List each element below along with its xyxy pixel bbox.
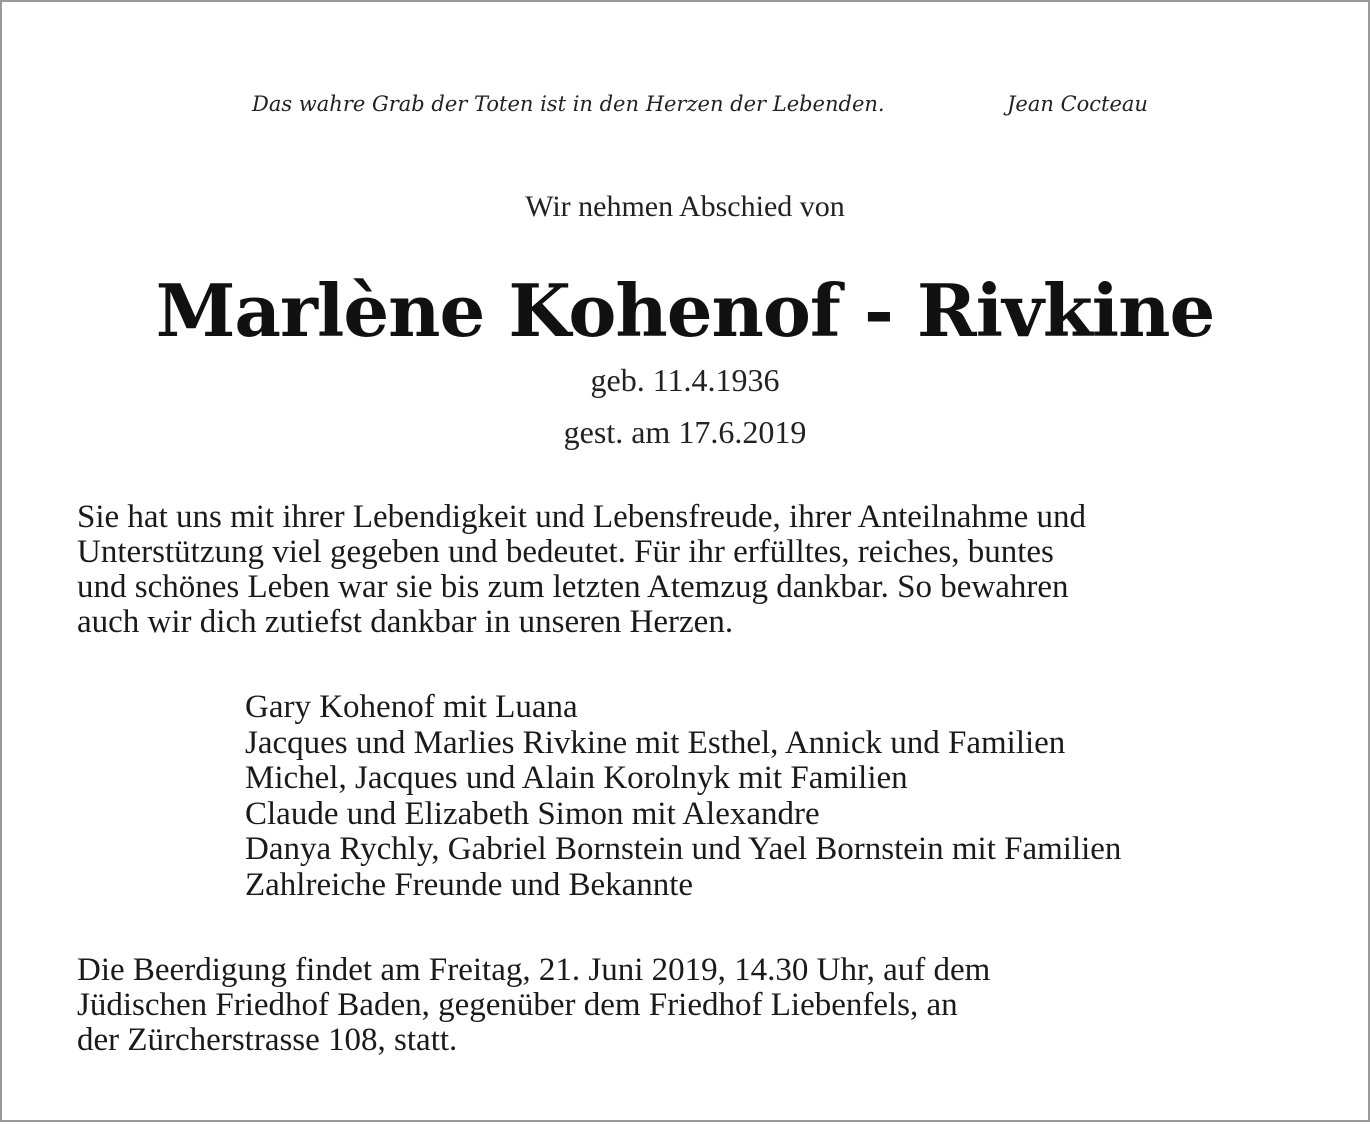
tribute-line: auch wir dich zutiefst dankbar in unseren Herzen. (77, 604, 734, 640)
deceased-name: Marlène Kohenof - Rivkine (155, 268, 1215, 353)
death-date: gest. am 17.6.2019 (563, 414, 807, 450)
mourner-entry: Gary Kohenof mit Luana (245, 689, 578, 725)
funeral-line: Die Beerdigung findet am Freitag, 21. Juni 2019, 14.30 Uhr, auf dem (77, 952, 991, 988)
funeral-line: der Zürcherstrasse 108, statt. (77, 1022, 458, 1058)
birth-date: geb. 11.4.1936 (590, 362, 780, 398)
epigraph (2, 92, 1368, 124)
tribute-line: und schönes Leben war sie bis zum letzten Atemzug dankbar. So bewahren (77, 569, 1069, 605)
mourner-entry: Danya Rychly, Gabriel Bornstein und Yael Bornstein mit Familien (245, 831, 1122, 867)
mourners-list (245, 690, 1121, 903)
epigraph-quote: Das wahre Grab der Toten ist in den Herzen der Lebenden. (252, 92, 885, 116)
mourner-entry: Michel, Jacques und Alain Korolnyk mit Familien (245, 760, 908, 796)
funeral-details (77, 953, 1299, 1058)
tribute-line: Unterstützung viel gegeben und bedeutet. Für ihr erfülltes, reiches, buntes (77, 534, 1054, 570)
farewell-intro: Wir nehmen Abschied von (525, 190, 845, 223)
tribute-paragraph (77, 500, 1299, 640)
mourner-entry: Jacques und Marlies Rivkine mit Esthel, Annick und Familien (245, 724, 1066, 761)
mourner-entry: Claude und Elizabeth Simon mit Alexandre (245, 795, 820, 832)
mourner-entry: Zahlreiche Freunde und Bekannte (245, 866, 694, 903)
epigraph-author: Jean Cocteau (1007, 92, 1148, 116)
funeral-line: Jüdischen Friedhof Baden, gegenüber dem Friedhof Liebenfels, an (77, 987, 958, 1023)
tribute-line: Sie hat uns mit ihrer Lebendigkeit und Lebensfreude, ihrer Anteilnahme und (77, 499, 1086, 535)
